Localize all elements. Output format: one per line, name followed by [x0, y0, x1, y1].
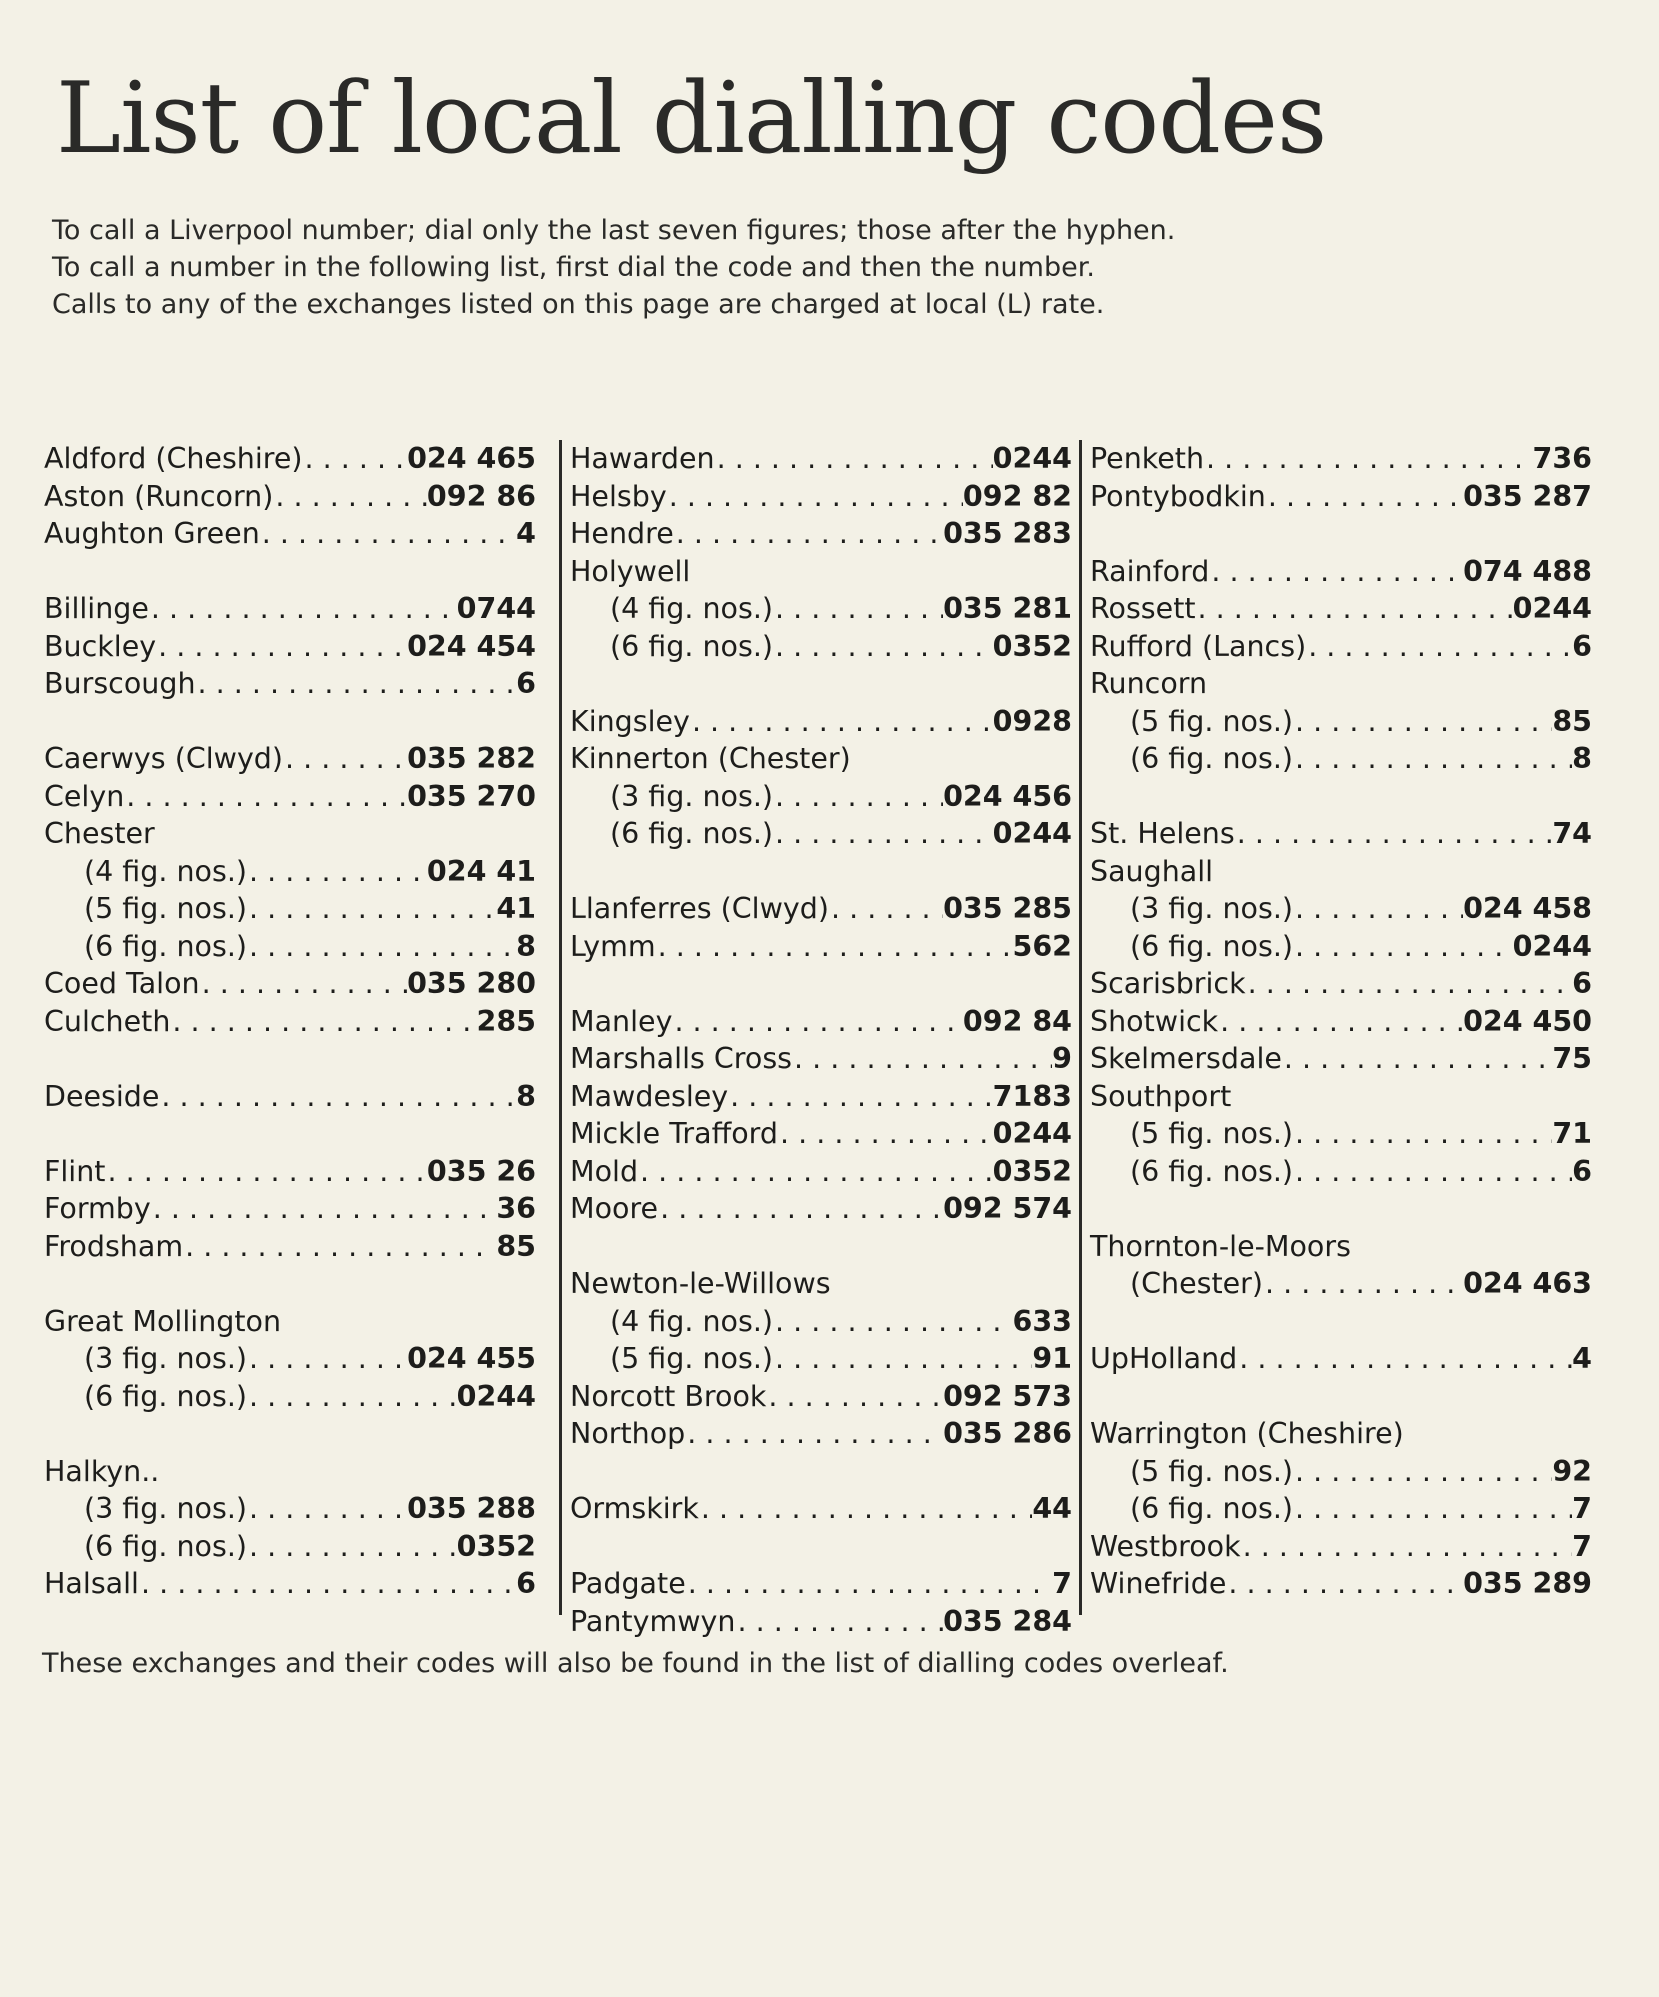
exchange-row: [1090, 478, 1600, 516]
dialling-code: 85: [496, 1229, 536, 1263]
exchange-name: (6 fig. nos.): [84, 1529, 247, 1563]
exchange-name: (6 fig. nos.): [1130, 1492, 1293, 1525]
exchange-row: [570, 1190, 1080, 1228]
sub-entry-row: [44, 1340, 544, 1378]
dialling-code: 85: [1552, 704, 1592, 738]
sub-entry-row: [1090, 1453, 1600, 1491]
intro-text: [52, 212, 1612, 323]
exchange-name: Pontybodkin: [1090, 479, 1266, 513]
dialling-code: 7: [1572, 1492, 1592, 1525]
dot-leader: [1204, 440, 1532, 478]
exchange-name: Pantymwyn: [570, 1604, 736, 1638]
exchange-name: Frodsham: [44, 1229, 184, 1263]
dot-leader: [283, 740, 407, 778]
dialling-code: 024 463: [1463, 1267, 1592, 1300]
dialling-code: 035 287: [1463, 479, 1592, 513]
exchange-name: Billinge: [44, 592, 149, 625]
dialling-code: 0244: [992, 442, 1072, 475]
exchange-name: Aldford (Cheshire): [44, 442, 303, 475]
dot-leader: [672, 1003, 962, 1041]
dialling-code: 92: [1552, 1454, 1592, 1488]
sub-entry-row: [44, 853, 544, 891]
exchange-name: (3 fig. nos.): [1130, 892, 1293, 925]
exchange-name: (3 fig. nos.): [84, 1492, 247, 1525]
dialling-code: 91: [1032, 1342, 1072, 1375]
sub-entry-row: [44, 1378, 544, 1416]
dot-leader: [735, 1603, 943, 1641]
page-title: List of local dialling codes: [56, 62, 1327, 176]
dot-leader: [1293, 1490, 1572, 1528]
exchange-name: (3 fig. nos.): [84, 1342, 247, 1375]
dot-leader: [667, 478, 963, 516]
sub-entry-row: [570, 778, 1080, 816]
exchange-row: [44, 1228, 544, 1266]
dot-leader: [247, 853, 427, 891]
dialling-code: 024 454: [407, 629, 536, 663]
exchange-row: [1090, 553, 1600, 591]
sub-entry-row: [44, 928, 544, 966]
exchange-name: Skelmersdale: [1090, 1042, 1282, 1075]
dialling-code: 035 284: [943, 1604, 1072, 1638]
dialling-code: 035 288: [407, 1492, 536, 1525]
dot-leader: [183, 1228, 496, 1266]
exchange-name: Rufford (Lancs): [1090, 629, 1307, 663]
sub-entry-row: [44, 1490, 544, 1528]
exchange-row: [570, 478, 1080, 516]
dialling-code: 035 283: [943, 517, 1072, 550]
sub-entry-row: [1090, 1115, 1600, 1153]
dot-leader: [1246, 965, 1573, 1003]
exchange-name: Celyn: [44, 779, 125, 813]
exchange-name: Marshalls Cross: [570, 1042, 793, 1075]
dot-leader: [766, 1378, 943, 1416]
exchange-name: Mawdesley: [570, 1079, 729, 1113]
dialling-code: 074 488: [1463, 554, 1592, 588]
exchange-name: (5 fig. nos.): [1130, 1454, 1293, 1488]
dot-leader: [773, 1303, 1013, 1341]
exchange-row: [570, 928, 1080, 966]
dot-leader: [792, 1040, 1052, 1078]
dot-leader: [1293, 928, 1513, 966]
dialling-code: 0244: [1512, 929, 1592, 963]
dot-leader: [1293, 1153, 1572, 1191]
dialling-code: 0244: [456, 1379, 536, 1413]
dot-leader: [773, 1340, 1032, 1378]
dot-leader: [1263, 1265, 1463, 1303]
sub-entry-row: [1090, 890, 1600, 928]
exchange-name: Mold: [570, 1154, 639, 1188]
exchange-name: (5 fig. nos.): [84, 892, 247, 925]
sub-entry-row: [44, 1528, 544, 1566]
exchange-name: Mickle Trafford: [570, 1117, 778, 1150]
sub-entry-row: [1090, 1265, 1600, 1303]
sub-entry-row: [1090, 740, 1600, 778]
exchange-row: [1090, 815, 1600, 853]
exchange-name: Formby: [44, 1192, 151, 1225]
dot-leader: [303, 440, 408, 478]
exchange-heading: Thornton-le-Moors: [1090, 1229, 1351, 1263]
exchange-name: Aughton Green: [44, 517, 260, 550]
exchange-name: Caerwys (Clwyd): [44, 742, 284, 775]
exchange-row: [44, 1153, 544, 1191]
dialling-code: 6: [1572, 967, 1592, 1000]
codes-column-3: [1079, 440, 1600, 1615]
dialling-code: 562: [1012, 929, 1072, 963]
dialling-code: 633: [1012, 1304, 1072, 1338]
dialling-code: 035 270: [407, 779, 536, 813]
exchange-name: Kingsley: [570, 704, 690, 738]
exchange-row: [570, 1603, 1080, 1641]
dialling-code: 8: [516, 1079, 536, 1113]
exchange-heading: Runcorn: [1090, 667, 1208, 700]
dot-leader: [656, 928, 1013, 966]
exchange-row: [44, 590, 544, 628]
exchange-row: [44, 1078, 544, 1116]
dialling-code: 092 86: [426, 479, 536, 513]
dot-leader: [638, 1153, 993, 1191]
exchange-row: [44, 628, 544, 666]
dot-leader: [1235, 815, 1553, 853]
dialling-code: 36: [496, 1192, 536, 1225]
exchange-row: [570, 440, 1080, 478]
exchange-row: [44, 515, 544, 553]
exchange-name: Westbrook: [1090, 1529, 1241, 1563]
dot-leader: [105, 1153, 426, 1191]
dialling-code: 75: [1552, 1042, 1592, 1075]
dialling-code: 092 573: [943, 1379, 1072, 1413]
dialling-code: 035 282: [407, 742, 536, 775]
dialling-code: 035 285: [943, 892, 1072, 925]
dot-leader: [674, 515, 943, 553]
exchange-name: (4 fig. nos.): [84, 854, 247, 888]
dot-leader: [149, 590, 457, 628]
exchange-heading: Saughall: [1090, 854, 1214, 888]
dot-leader: [773, 590, 943, 628]
dot-leader: [1293, 1453, 1552, 1491]
dot-leader: [1196, 590, 1513, 628]
exchange-name: Burscough: [44, 667, 196, 700]
exchange-row: [570, 1565, 1080, 1603]
dialling-code: 74: [1552, 817, 1592, 850]
sub-entry-row: [1090, 928, 1600, 966]
codes-column-1: [44, 440, 544, 1615]
exchange-row: [570, 703, 1080, 741]
sub-entry-row: [1090, 1490, 1600, 1528]
dialling-code: 024 41: [426, 854, 536, 888]
exchange-row: [1090, 1528, 1600, 1566]
exchange-row: [1090, 590, 1600, 628]
exchange-name: Norcott Brook: [570, 1379, 767, 1413]
exchange-name: (3 fig. nos.): [610, 779, 773, 813]
dialling-code: 0352: [456, 1529, 536, 1563]
dot-leader: [139, 1565, 516, 1603]
exchange-name: Halsall: [44, 1567, 139, 1600]
intro-line: Calls to any of the exchanges listed on this page are charged at local (L) rate.: [52, 289, 1105, 320]
exchange-row: [570, 1415, 1080, 1453]
sub-entry-row: [570, 590, 1080, 628]
dialling-code: 0244: [992, 1117, 1072, 1150]
dialling-code: 024 456: [943, 779, 1072, 813]
exchange-name: (6 fig. nos.): [1130, 1154, 1293, 1188]
exchange-name: (6 fig. nos.): [84, 1379, 247, 1413]
exchange-name: Manley: [570, 1004, 673, 1038]
exchange-row: [1090, 1340, 1600, 1378]
exchange-row: [44, 778, 544, 816]
dot-leader: [1209, 553, 1463, 591]
dot-leader: [273, 478, 427, 516]
sub-entry-row: [1090, 703, 1600, 741]
dot-leader: [773, 778, 943, 816]
exchange-heading: Halkyn..: [44, 1454, 160, 1488]
dot-leader: [247, 1340, 407, 1378]
dialling-code: 092 82: [962, 479, 1072, 513]
dot-leader: [159, 1078, 516, 1116]
dot-leader: [1226, 1565, 1463, 1603]
exchange-row: [44, 1003, 544, 1041]
dialling-code: 024 455: [407, 1342, 536, 1375]
exchange-name: Llanferres (Clwyd): [570, 892, 829, 925]
dot-leader: [1293, 890, 1463, 928]
exchange-row: [44, 440, 544, 478]
exchange-name: (6 fig. nos.): [1130, 742, 1293, 775]
dot-leader: [124, 778, 407, 816]
exchange-name: Moore: [570, 1192, 659, 1225]
exchange-name: Lymm: [570, 929, 656, 963]
footer-note: These exchanges and their codes will also be found in the list of dialling codes overleaf.: [42, 1648, 1229, 1679]
dialling-code: 6: [516, 1567, 536, 1600]
exchange-row: [570, 1078, 1080, 1116]
dot-leader: [773, 815, 993, 853]
dot-leader: [156, 628, 407, 666]
dot-leader: [1266, 478, 1463, 516]
dialling-code: 41: [496, 892, 536, 925]
dialling-code: 0244: [1512, 592, 1592, 625]
exchange-name: (5 fig. nos.): [1130, 1117, 1293, 1150]
intro-line: To call a Liverpool number; dial only the last seven figures; those after the hyphen.: [52, 215, 1176, 246]
dot-leader: [170, 1003, 476, 1041]
exchange-row: [1090, 628, 1600, 666]
dialling-code: 035 280: [407, 967, 536, 1000]
exchange-name: Deeside: [44, 1079, 160, 1113]
exchange-name: Winefride: [1090, 1567, 1227, 1600]
dialling-code: 024 450: [1463, 1004, 1592, 1038]
dialling-code: 092 84: [962, 1004, 1072, 1038]
sub-entry-row: [1090, 1153, 1600, 1191]
dot-leader: [247, 1378, 457, 1416]
exchange-name: Penketh: [1090, 442, 1205, 475]
exchange-name: Culcheth: [44, 1004, 171, 1038]
dialling-code: 8: [516, 929, 536, 963]
exchange-row: [44, 1190, 544, 1228]
exchange-name: Scarisbrick: [1090, 967, 1246, 1000]
exchange-row: [1090, 965, 1600, 1003]
exchange-name: (5 fig. nos.): [610, 1342, 773, 1375]
exchange-row: [1090, 1003, 1600, 1041]
dialling-code: 8: [1572, 742, 1592, 775]
exchange-name: (4 fig. nos.): [610, 1304, 773, 1338]
dialling-code: 0244: [992, 817, 1072, 850]
codes-column-2: [559, 440, 1080, 1638]
dot-leader: [773, 628, 993, 666]
dialling-code: 9: [1052, 1042, 1072, 1075]
dot-leader: [247, 1528, 457, 1566]
exchange-name: (Chester): [1130, 1267, 1264, 1300]
dialling-code: 71: [1552, 1117, 1592, 1150]
exchange-name: Hendre: [570, 517, 674, 550]
exchange-name: Northop: [570, 1417, 686, 1450]
dot-leader: [728, 1078, 993, 1116]
dialling-code: 7: [1052, 1567, 1072, 1600]
exchange-row: [44, 1565, 544, 1603]
dialling-code: 736: [1532, 442, 1592, 475]
dot-leader: [658, 1190, 943, 1228]
exchange-heading: Holywell: [570, 554, 691, 588]
sub-entry-row: [570, 815, 1080, 853]
exchange-row: [570, 1115, 1080, 1153]
exchange-heading: Newton-le-Willows: [570, 1267, 831, 1300]
exchange-row: [570, 1490, 1080, 1528]
exchange-row: [1090, 440, 1600, 478]
dialling-code: 035 289: [1463, 1567, 1592, 1600]
exchange-heading: Chester: [44, 817, 155, 850]
exchange-row: [44, 478, 544, 516]
exchange-row: [570, 1040, 1080, 1078]
dialling-code: 024 458: [1463, 892, 1592, 925]
dot-leader: [196, 665, 517, 703]
dialling-code: 0352: [992, 1154, 1072, 1188]
dot-leader: [829, 890, 943, 928]
dialling-code: 092 574: [943, 1192, 1072, 1225]
exchange-name: Padgate: [570, 1567, 686, 1600]
exchange-row: [44, 740, 544, 778]
exchange-row: [570, 1153, 1080, 1191]
dot-leader: [1218, 1003, 1463, 1041]
dot-leader: [685, 1415, 943, 1453]
dot-leader: [260, 515, 516, 553]
exchange-heading: Great Mollington: [44, 1304, 282, 1338]
exchange-name: Helsby: [570, 479, 667, 513]
exchange-name: (6 fig. nos.): [84, 929, 247, 963]
dot-leader: [1241, 1528, 1573, 1566]
dialling-code: 4: [516, 517, 536, 550]
exchange-row: [570, 890, 1080, 928]
intro-line: To call a number in the following list, first dial the code and then the number.: [52, 252, 1095, 283]
exchange-name: Buckley: [44, 629, 157, 663]
dot-leader: [686, 1565, 1052, 1603]
exchange-name: (6 fig. nos.): [610, 629, 773, 663]
exchange-heading: Warrington (Cheshire): [1090, 1417, 1404, 1450]
exchange-name: UpHolland: [1090, 1342, 1238, 1375]
dialling-code: 0744: [456, 592, 536, 625]
dialling-code: 6: [1572, 1154, 1592, 1188]
dialling-code: 035 286: [943, 1417, 1072, 1450]
exchange-row: [570, 1378, 1080, 1416]
dialling-code: 024 465: [407, 442, 536, 475]
exchange-name: Hawarden: [570, 442, 715, 475]
dialling-code: 285: [476, 1004, 536, 1038]
exchange-row: [44, 665, 544, 703]
exchange-row: [1090, 1040, 1600, 1078]
dot-leader: [690, 703, 993, 741]
sub-entry-row: [570, 628, 1080, 666]
sub-entry-row: [44, 890, 544, 928]
dialling-code: 6: [516, 667, 536, 700]
sub-entry-row: [570, 1303, 1080, 1341]
dialling-code: 44: [1032, 1492, 1072, 1525]
exchange-row: [1090, 1565, 1600, 1603]
dialling-code: 7: [1572, 1529, 1592, 1563]
dot-leader: [1306, 628, 1572, 666]
dot-leader: [778, 1115, 993, 1153]
dialling-code: 7183: [992, 1079, 1072, 1113]
exchange-heading: Southport: [1090, 1079, 1232, 1113]
exchange-name: Shotwick: [1090, 1004, 1219, 1038]
sub-entry-row: [570, 1340, 1080, 1378]
dot-leader: [1293, 1115, 1552, 1153]
exchange-row: [570, 515, 1080, 553]
exchange-name: Rainford: [1090, 554, 1210, 588]
dialling-code: 0928: [992, 704, 1072, 738]
exchange-name: Coed Talon: [44, 967, 200, 1000]
dot-leader: [1237, 1340, 1572, 1378]
exchange-name: Aston (Runcorn): [44, 479, 274, 513]
exchange-row: [44, 965, 544, 1003]
dot-leader: [1282, 1040, 1552, 1078]
exchange-name: (6 fig. nos.): [610, 817, 773, 850]
exchange-name: Flint: [44, 1154, 106, 1188]
dot-leader: [200, 965, 407, 1003]
dot-leader: [151, 1190, 497, 1228]
dot-leader: [247, 1490, 407, 1528]
dialling-code: 035 26: [426, 1154, 536, 1188]
dot-leader: [699, 1490, 1032, 1528]
exchange-row: [570, 1003, 1080, 1041]
dialling-code: 0352: [992, 629, 1072, 663]
exchange-heading: Kinnerton (Chester): [570, 742, 851, 775]
exchange-name: (6 fig. nos.): [1130, 929, 1293, 963]
dot-leader: [1293, 740, 1572, 778]
exchange-name: Rossett: [1090, 592, 1196, 625]
exchange-name: (5 fig. nos.): [1130, 704, 1293, 738]
dot-leader: [1293, 703, 1552, 741]
dialling-code: 4: [1572, 1342, 1592, 1375]
dot-leader: [247, 928, 516, 966]
exchange-name: (4 fig. nos.): [610, 592, 773, 625]
exchange-name: St. Helens: [1090, 817, 1235, 850]
dot-leader: [247, 890, 496, 928]
codes-columns: [44, 440, 1592, 1638]
dialling-code: 6: [1572, 629, 1592, 663]
dot-leader: [715, 440, 993, 478]
exchange-name: Ormskirk: [570, 1492, 699, 1525]
dialling-code: 035 281: [943, 592, 1072, 625]
